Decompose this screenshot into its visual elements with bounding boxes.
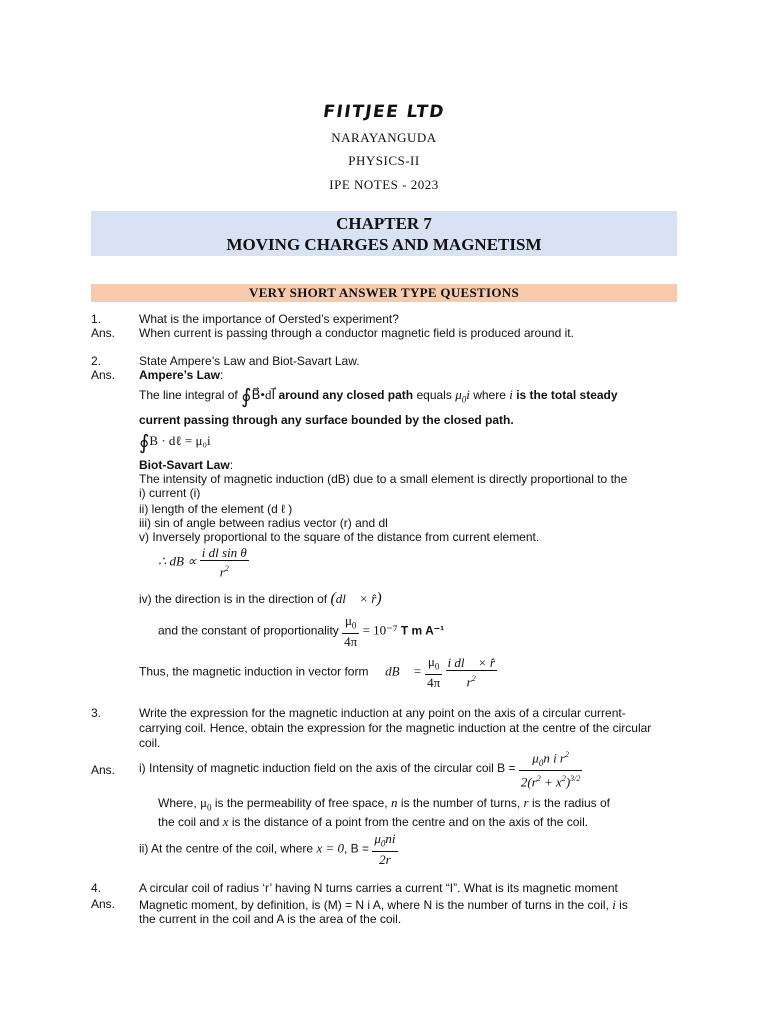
closed-integral-symbol: ∮ bbox=[241, 384, 252, 408]
section-title: VERY SHORT ANSWER TYPE QUESTIONS bbox=[91, 284, 677, 302]
chapter-title: MOVING CHARGES AND MAGNETISM bbox=[226, 235, 542, 254]
list-item: ii) length of the element (d ℓ ) bbox=[139, 502, 293, 516]
axis-field-line: i) Intensity of magnetic induction field on the axis of the circular coil B = $\frac{\mu_0n i r^2}{2(r^2 + x^2)^{3/2}}$ bbox=[139, 750, 581, 790]
where-line1: Where, $\mu_0$ is the permeability of free space, n is the number of turns, r is the radius of bbox=[158, 795, 610, 813]
answer-label: Ans. bbox=[91, 897, 116, 911]
answer-label: Ans. bbox=[91, 326, 116, 340]
where-line2: the coil and x is the distance of a point from the centre and on the axis of the coil. bbox=[158, 814, 589, 829]
chapter-number: CHAPTER 7 bbox=[336, 214, 432, 233]
question-number: 4. bbox=[91, 881, 102, 895]
ampere-law-statement-line2: current passing through any surface bounded by the closed path. bbox=[139, 413, 514, 427]
subject-name: PHYSICS-II bbox=[348, 153, 420, 168]
logo: FIITJEE LTD bbox=[321, 102, 447, 122]
ampere-law-heading: Ampere’s Law: bbox=[139, 368, 224, 382]
answer-text-line1: Magnetic moment, by definition, is (M) = N i A, where N is the number of turns in the coil, i is bbox=[139, 897, 628, 912]
branch-name: NARAYANGUDA bbox=[331, 130, 437, 145]
biot-savart-heading: Biot-Savart Law: bbox=[139, 458, 234, 472]
question-text: State Ampere’s Law and Biot-Savart Law. bbox=[139, 354, 360, 368]
centre-field-line: ii) At the centre of the coil, where x = 0, B = $\frac{\mu_0ni}{2r}$ bbox=[139, 831, 396, 867]
direction-line: iv) the direction is in the direction of (dl⃗ × r̂) bbox=[139, 590, 382, 607]
vector-form-line: Thus, the magnetic induction in vector form ∴ dB⃗ = $\frac{\mu_0}{4\pi}$ $\frac{\text{i dl⃗ × r̂}}{r^2}$ bbox=[139, 654, 495, 690]
list-item: iii) sin of angle between radius vector (r) and dl bbox=[139, 516, 388, 530]
ampere-formula: ∮B · dℓ = μ₀i bbox=[139, 430, 211, 454]
answer-label: Ans. bbox=[91, 368, 116, 382]
ampere-law-statement-line1: The line integral of ∮B⃗•dl⃗ around any closed path equals $\mu_0i$ where i is the total steady bbox=[139, 384, 618, 408]
constant-line: and the constant of proportionality $\frac{\mu_0}{4\pi}$ = 10⁻⁷ T m A⁻¹ bbox=[158, 613, 445, 649]
biot-savart-intro: The intensity of magnetic induction (dB) due to a small element is directly proportional to the bbox=[139, 472, 628, 486]
question-text: What is the importance of Oersted’s experiment? bbox=[139, 312, 399, 326]
question-text: Write the expression for the magnetic induction at any point on the axis of a circular current-carrying coil. Hence, obtain the expression for the magnetic induction at the centre of the circular coil. bbox=[139, 706, 652, 750]
notes-title: IPE NOTES - 2023 bbox=[329, 177, 439, 192]
question-number: 2. bbox=[91, 354, 102, 368]
answer-text-line2: the current in the coil and A is the area of the coil. bbox=[139, 912, 402, 926]
list-item: i) current (i) bbox=[139, 486, 201, 500]
proportionality-formula: ∴ dB ∝ $\frac{\text{i dl sin θ}}{r^2}$ bbox=[158, 545, 247, 580]
closed-integral-symbol: ∮ bbox=[139, 430, 150, 454]
question-number: 3. bbox=[91, 706, 102, 720]
question-text: A circular coil of radius ‘r’ having N turns carries a current “I”. What is its magnetic moment bbox=[139, 881, 618, 895]
chapter-heading bbox=[91, 211, 677, 256]
answer-text: When current is passing through a conductor magnetic field is produced around it. bbox=[139, 326, 574, 340]
answer-label: Ans. bbox=[91, 763, 116, 777]
question-number: 1. bbox=[91, 312, 102, 326]
list-item: v) Inversely proportional to the square of the distance from current element. bbox=[139, 530, 540, 544]
